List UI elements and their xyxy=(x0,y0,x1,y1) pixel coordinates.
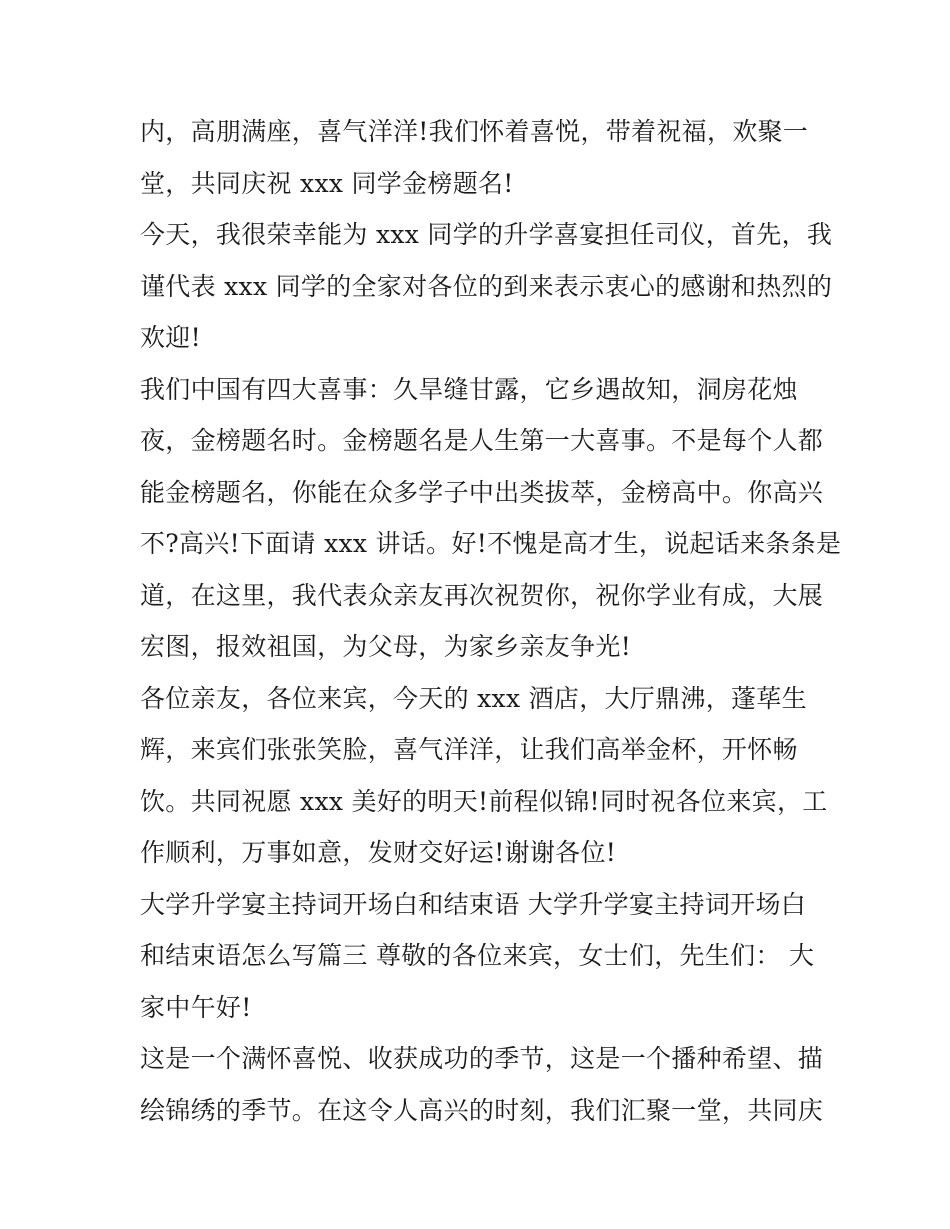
text-line: 饮。共同祝愿 xxx 美好的明天!前程似锦!同时祝各位来宾，工 xyxy=(140,786,828,816)
text-line: 各位亲友，各位来宾，今天的 xxx 酒店，大厅鼎沸，蓬荜生 xyxy=(140,683,807,713)
text-line: 谨代表 xxx 同学的全家对各位的到来表示衷心的感谢和热烈的 xyxy=(140,271,833,301)
text-line: 大学升学宴主持词开场白和结束语 大学升学宴主持词开场白 xyxy=(140,889,807,919)
text-line: 绘锦绣的季节。在这令人高兴的时刻，我们汇聚一堂，共同庆 xyxy=(140,1095,824,1125)
text-line: 今天，我很荣幸能为 xxx 同学的升学喜宴担任司仪，首先，我 xyxy=(140,220,833,249)
text-line: 宏图，报效祖国，为父母，为家乡亲友争光! xyxy=(140,632,632,661)
text-line: 辉，来宾们张张笑脸，喜气洋洋，让我们高举金杯，开怀畅 xyxy=(140,735,798,764)
text-line: 和结束语怎么写篇三 尊敬的各位来宾，女士们，先生们： 大 xyxy=(140,941,815,970)
text-line: 道，在这里，我代表众亲友再次祝贺你，祝你学业有成，大展 xyxy=(140,580,824,610)
text-line: 能金榜题名，你能在众多学子中出类拔萃，金榜高中。你高兴 xyxy=(140,477,824,507)
document-body xyxy=(140,106,842,1136)
text-line: 我们中国有四大喜事：久旱缝甘露，它乡遇故知，洞房花烛 xyxy=(140,374,798,404)
text-line: 夜，金榜题名时。金榜题名是人生第一大喜事。不是每个人都 xyxy=(140,426,824,455)
text-line: 家中午好! xyxy=(140,992,252,1022)
text-line: 作顺利，万事如意，发财交好运!谢谢各位! xyxy=(140,838,617,867)
text-line: 堂，共同庆祝 xxx 同学金榜题名! xyxy=(140,168,514,198)
text-line: 内，高朋满座，喜气洋洋!我们怀着喜悦，带着祝福，欢聚一 xyxy=(140,117,809,146)
text-line: 不?高兴!下面请 xxx 讲话。好!不愧是高才生，说起话来条条是 xyxy=(140,529,842,558)
text-line: 欢迎! xyxy=(140,323,201,352)
text-line: 这是一个满怀喜悦、收获成功的季节，这是一个播种希望、描 xyxy=(140,1044,824,1073)
